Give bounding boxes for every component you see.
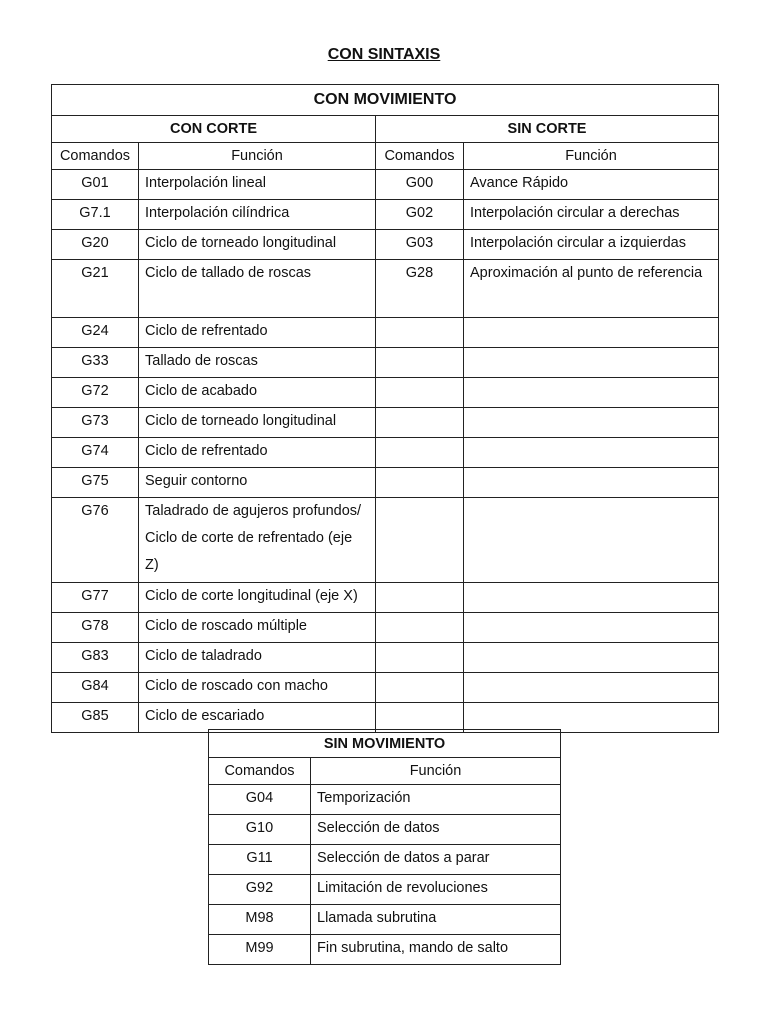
function-cell (464, 468, 719, 498)
command-cell: G20 (52, 230, 139, 260)
table-row (209, 845, 561, 875)
con-movimiento-table (51, 84, 719, 733)
function-cell (464, 613, 719, 643)
command-cell: G33 (52, 348, 139, 378)
table-row (52, 378, 719, 408)
con-movimiento-title: CON MOVIMIENTO (52, 85, 719, 116)
function-cell: Llamada subrutina (311, 905, 561, 935)
command-cell: G24 (52, 318, 139, 348)
table-row (52, 583, 719, 613)
table-row (52, 703, 719, 733)
sin-movimiento-table (208, 729, 561, 965)
command-cell (376, 643, 464, 673)
function-cell: Tallado de roscas (139, 348, 376, 378)
command-cell: G01 (52, 170, 139, 200)
command-cell (376, 468, 464, 498)
table-row (52, 468, 719, 498)
table-row (209, 875, 561, 905)
command-cell: G75 (52, 468, 139, 498)
function-cell: Selección de datos (311, 815, 561, 845)
command-cell (376, 348, 464, 378)
table-row (52, 408, 719, 438)
command-cell (376, 408, 464, 438)
con-corte-header: CON CORTE (52, 116, 376, 143)
function-cell: Interpolación cilíndrica (139, 200, 376, 230)
column-header-commands: Comandos (52, 143, 139, 170)
function-cell (464, 348, 719, 378)
table-row (209, 905, 561, 935)
command-cell: G03 (376, 230, 464, 260)
command-cell (376, 438, 464, 468)
table-row (209, 935, 561, 965)
column-header-function: Función (311, 758, 561, 785)
function-cell: Ciclo de roscado con macho (139, 673, 376, 703)
function-cell: Taladrado de agujeros profundos/ Ciclo de corte de refrentado (eje Z) (139, 498, 376, 583)
function-cell: Ciclo de tallado de roscas (139, 260, 376, 318)
table-row (52, 170, 719, 200)
command-cell (376, 378, 464, 408)
column-header-commands: Comandos (376, 143, 464, 170)
sin-movimiento-title: SIN MOVIMIENTO (209, 730, 561, 758)
command-cell: M99 (209, 935, 311, 965)
page-title: CON SINTAXIS (327, 46, 441, 63)
function-cell: Ciclo de roscado múltiple (139, 613, 376, 643)
command-cell (376, 673, 464, 703)
function-cell (464, 643, 719, 673)
table-row (52, 498, 719, 583)
function-cell (464, 583, 719, 613)
function-cell: Ciclo de corte longitudinal (eje X) (139, 583, 376, 613)
function-cell (464, 408, 719, 438)
table-row (52, 643, 719, 673)
command-cell: G28 (376, 260, 464, 318)
command-cell: G02 (376, 200, 464, 230)
function-cell: Ciclo de torneado longitudinal (139, 230, 376, 260)
command-cell: G21 (52, 260, 139, 318)
table-row (52, 348, 719, 378)
table-row (52, 318, 719, 348)
function-cell: Ciclo de refrentado (139, 438, 376, 468)
table-row (52, 673, 719, 703)
command-cell (376, 613, 464, 643)
function-cell: Aproximación al punto de referencia (464, 260, 719, 318)
table-row (209, 815, 561, 845)
command-cell: G00 (376, 170, 464, 200)
function-cell: Fin subrutina, mando de salto (311, 935, 561, 965)
command-cell: G7.1 (52, 200, 139, 230)
function-cell: Interpolación circular a izquierdas (464, 230, 719, 260)
function-cell: Temporización (311, 785, 561, 815)
function-cell: Ciclo de taladrado (139, 643, 376, 673)
function-cell (464, 318, 719, 348)
column-header-commands: Comandos (209, 758, 311, 785)
table-row (52, 613, 719, 643)
column-header-function: Función (139, 143, 376, 170)
table-row (52, 260, 719, 318)
command-cell (376, 703, 464, 733)
function-cell (464, 438, 719, 468)
command-cell: G74 (52, 438, 139, 468)
function-cell: Ciclo de torneado longitudinal (139, 408, 376, 438)
command-cell: G76 (52, 498, 139, 583)
function-cell: Seguir contorno (139, 468, 376, 498)
function-cell: Ciclo de escariado (139, 703, 376, 733)
table-row (52, 230, 719, 260)
command-cell: G83 (52, 643, 139, 673)
function-cell: Interpolación circular a derechas (464, 200, 719, 230)
sin-corte-header: SIN CORTE (376, 116, 719, 143)
table-row (52, 438, 719, 468)
command-cell: M98 (209, 905, 311, 935)
function-cell: Ciclo de refrentado (139, 318, 376, 348)
command-cell: G77 (52, 583, 139, 613)
function-cell: Interpolación lineal (139, 170, 376, 200)
command-cell: G10 (209, 815, 311, 845)
command-cell: G11 (209, 845, 311, 875)
command-cell (376, 498, 464, 583)
function-cell: Selección de datos a parar (311, 845, 561, 875)
command-cell: G04 (209, 785, 311, 815)
command-cell (376, 318, 464, 348)
table-row (52, 200, 719, 230)
command-cell: G85 (52, 703, 139, 733)
function-cell (464, 498, 719, 583)
function-cell: Limitación de revoluciones (311, 875, 561, 905)
command-cell: G72 (52, 378, 139, 408)
table-row (209, 785, 561, 815)
command-cell: G92 (209, 875, 311, 905)
command-cell: G78 (52, 613, 139, 643)
function-cell: Ciclo de acabado (139, 378, 376, 408)
function-cell (464, 378, 719, 408)
column-header-function: Función (464, 143, 719, 170)
command-cell (376, 583, 464, 613)
function-cell (464, 703, 719, 733)
command-cell: G73 (52, 408, 139, 438)
function-cell (464, 673, 719, 703)
command-cell: G84 (52, 673, 139, 703)
function-cell: Avance Rápido (464, 170, 719, 200)
